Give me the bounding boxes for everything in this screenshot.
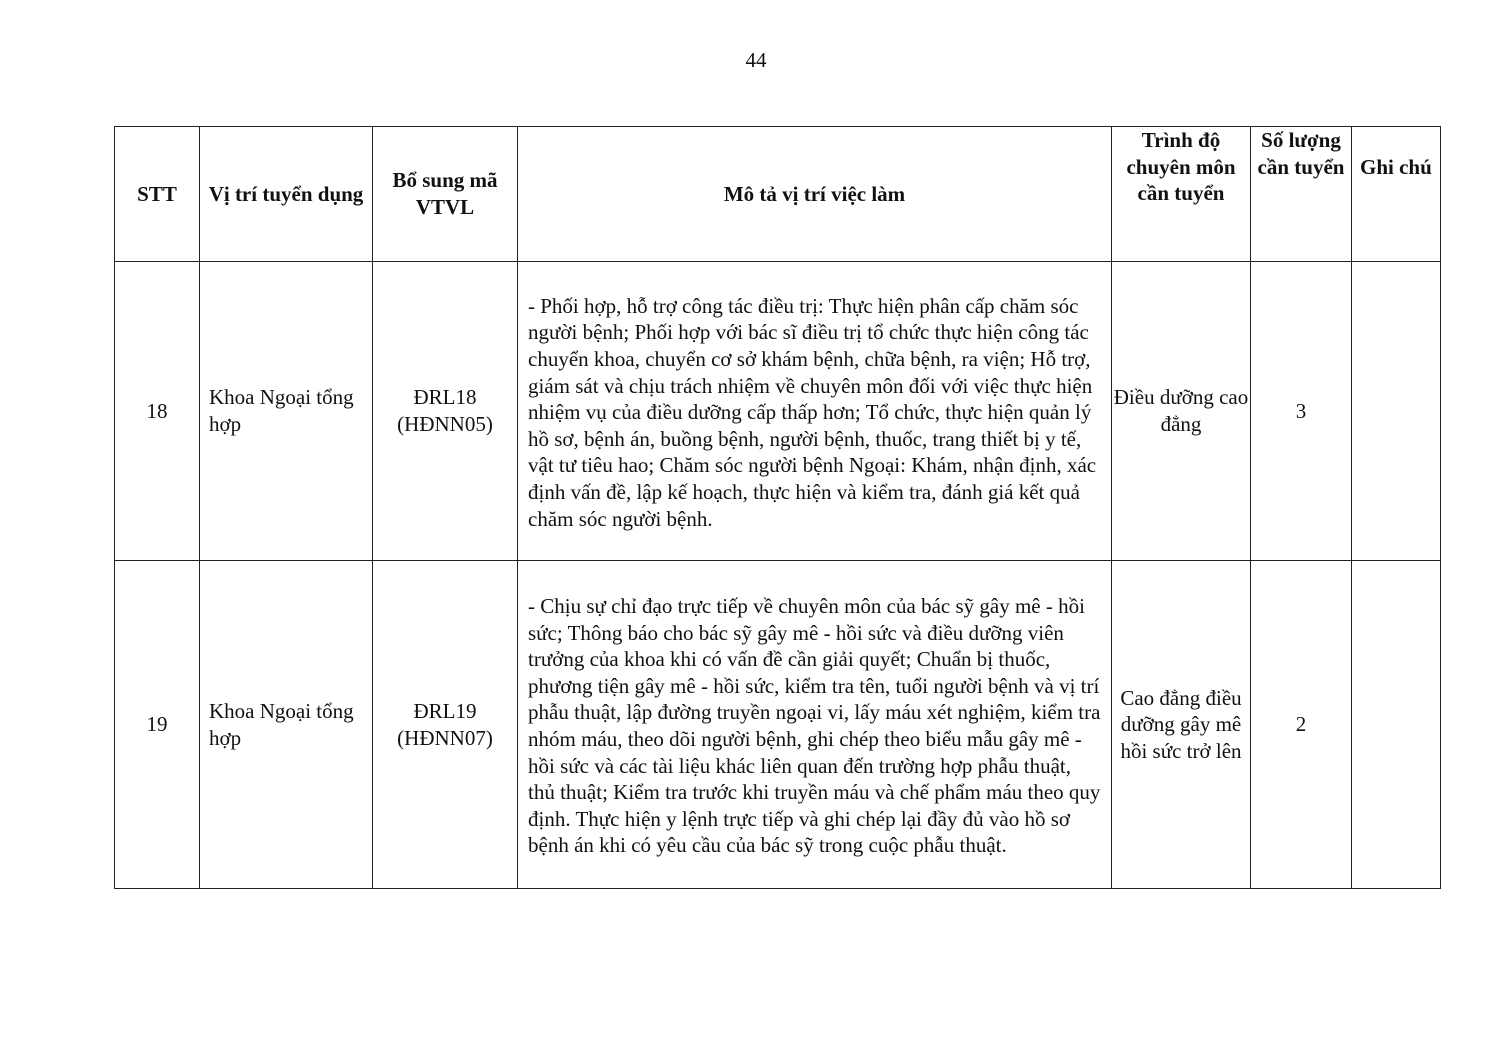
header-note: Ghi chú [1352,127,1441,262]
header-code: Bổ sung mã VTVL [373,127,518,262]
cell-code: ĐRL19 (HĐNN07) [373,561,518,889]
page-number: 44 [745,48,767,72]
cell-stt: 19 [115,561,200,889]
cell-level: Cao đẳng điều dưỡng gây mê hồi sức trở lên [1112,561,1251,889]
cell-code: ĐRL18 (HĐNN05) [373,262,518,561]
cell-quantity: 3 [1251,262,1352,561]
cell-quantity: 2 [1251,561,1352,889]
cell-level: Điều dưỡng cao đẳng [1112,262,1251,561]
header-description: Mô tả vị trí việc làm [518,127,1112,262]
cell-description: - Chịu sự chỉ đạo trực tiếp về chuyên môn của bác sỹ gây mê - hồi sức; Thông báo cho bác sỹ gây mê - hồi sức và điều dưỡng viên trưởng của khoa khi có vấn đề cần giải quyết; Chuẩn bị thuốc, phương tiện gây mê - hồi sức, kiểm tra tên, tuổi người bệnh và vị trí phẫu thuật, lập đường truyền ngoại vi, lấy máu xét nghiệm, kiểm tra nhóm máu, theo dõi người bệnh, ghi chép theo biểu mẫu gây mê - hồi sức và các tài liệu khác liên quan đến trường hợp phẫu thuật, thủ thuật; Kiểm tra trước khi truyền máu và chế phẩm máu theo quy định. Thực hiện y lệnh trực tiếp và ghi chép lại đầy đủ vào hồ sơ bệnh án khi có yêu cầu của bác sỹ trong cuộc phẫu thuật. [518,561,1112,889]
header-quantity: Số lượng cần tuyển [1251,127,1352,262]
table-header-row [115,127,1441,262]
table-row [115,262,1441,561]
table-row [115,561,1441,889]
recruitment-table [114,126,1441,889]
header-position: Vị trí tuyển dụng [200,127,373,262]
header-level: Trình độ chuyên môn cần tuyển [1112,127,1251,262]
header-stt: STT [115,127,200,262]
cell-position: Khoa Ngoại tổng hợp [200,262,373,561]
cell-position: Khoa Ngoại tổng hợp [200,561,373,889]
cell-note [1352,561,1441,889]
cell-note [1352,262,1441,561]
cell-stt: 18 [115,262,200,561]
cell-description: - Phối hợp, hỗ trợ công tác điều trị: Thực hiện phân cấp chăm sóc người bệnh; Phối hợp với bác sĩ điều trị tổ chức thực hiện công tác chuyển khoa, chuyển cơ sở khám bệnh, chữa bệnh, ra viện; Hỗ trợ, giám sát và chịu trách nhiệm về chuyên môn đối với việc thực hiện nhiệm vụ của điều dưỡng cấp thấp hơn; Tổ chức, thực hiện quản lý hồ sơ, bệnh án, buồng bệnh, người bệnh, thuốc, trang thiết bị y tế, vật tư tiêu hao; Chăm sóc người bệnh Ngoại: Khám, nhận định, xác định vấn đề, lập kế hoạch, thực hiện và kiểm tra, đánh giá kết quả chăm sóc người bệnh. [518,262,1112,561]
